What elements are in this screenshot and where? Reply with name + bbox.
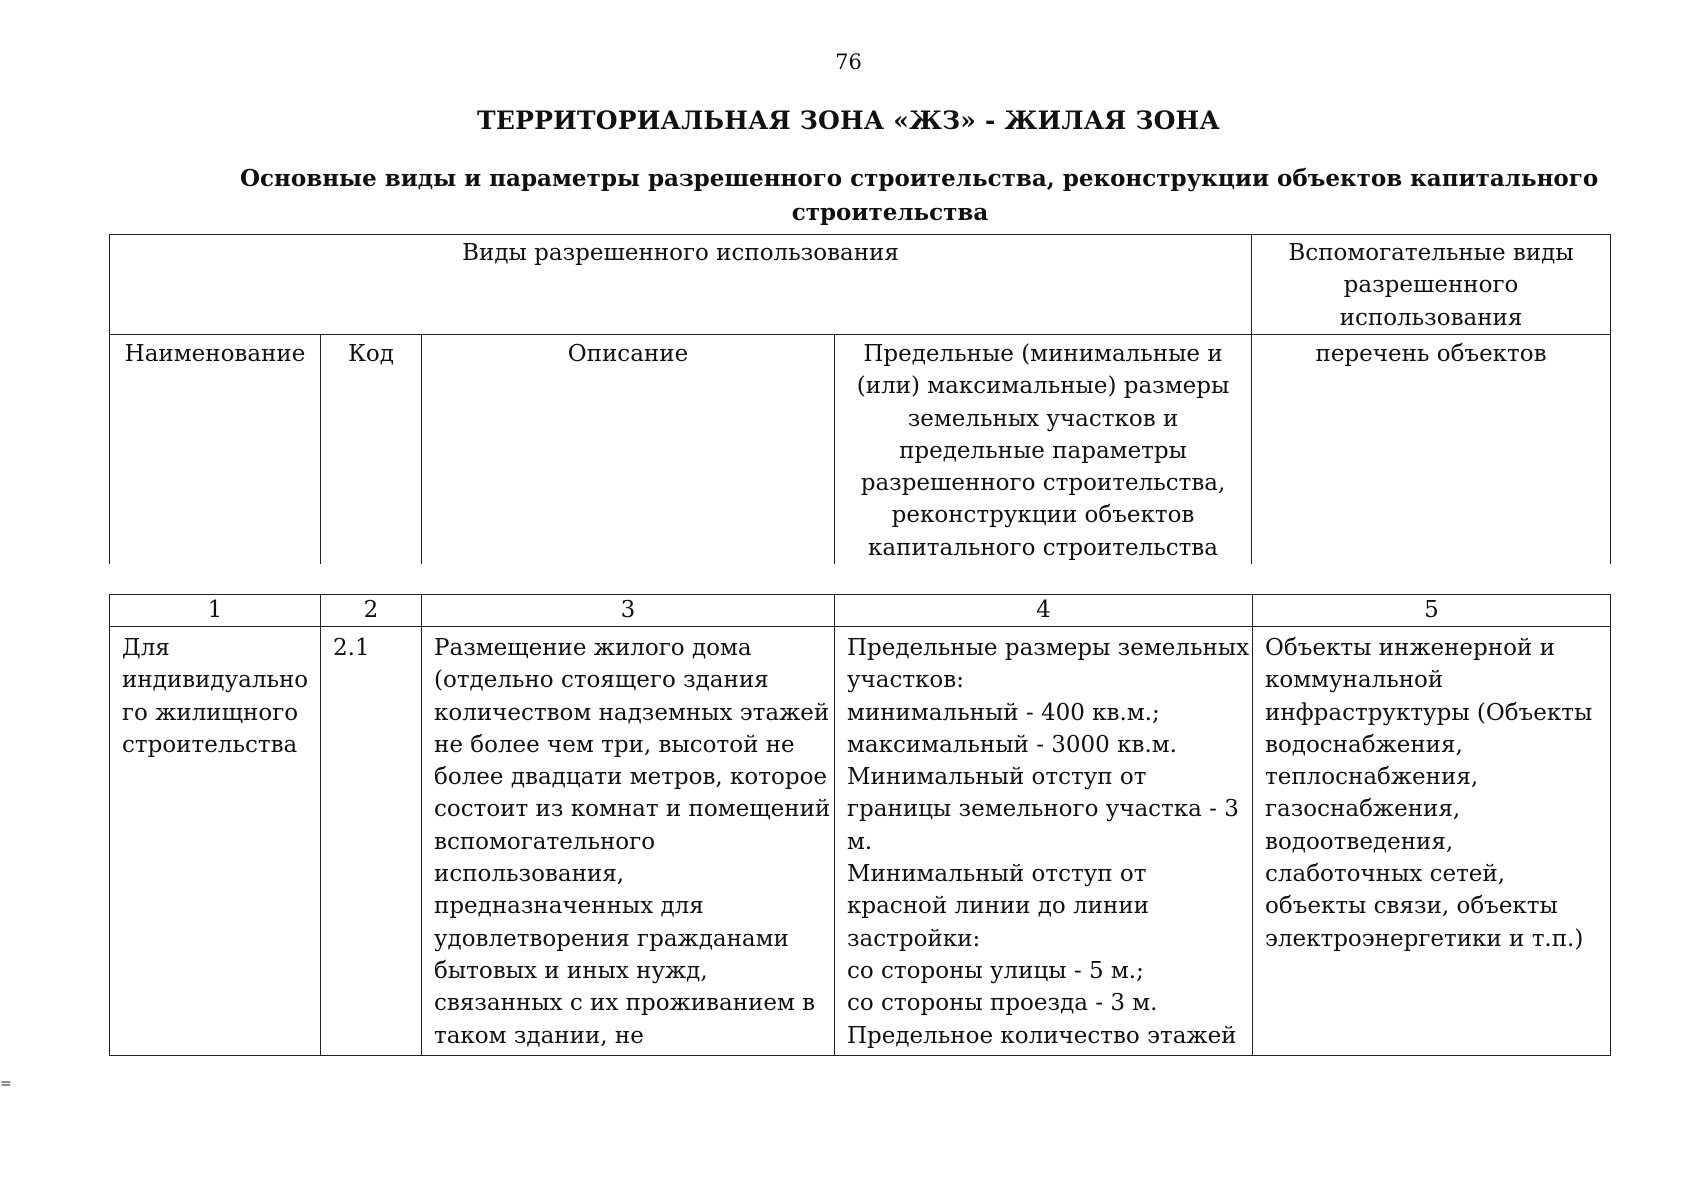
column-header-limits [835, 335, 1252, 565]
cell-line: удовлетворения гражданами [434, 925, 789, 952]
auxiliary-uses-line: разрешенного [1343, 272, 1519, 299]
limits-header-line: земельных участков и [907, 405, 1179, 432]
zone-title: ТЕРРИТОРИАЛЬНАЯ ЗОНА «ЖЗ» - ЖИЛАЯ ЗОНА [477, 106, 1220, 135]
cell-line: строительства [122, 731, 298, 758]
limits-header-line: предельные параметры [899, 437, 1187, 464]
cell-line: связанных с их проживанием в [434, 990, 816, 1017]
auxiliary-uses-header [1252, 235, 1611, 335]
cell-line: бытовых и иных нужд, [434, 957, 708, 984]
cell-line: со стороны проезда - 3 м. [847, 990, 1158, 1017]
cell-line: Минимальный отступ от [847, 764, 1147, 791]
cell-line: минимальный - 400 кв.м.; [847, 699, 1160, 726]
cell-line: застройки: [847, 925, 981, 952]
cell-line: использования, [434, 861, 625, 888]
table-row [110, 627, 1611, 1056]
limits-header-line: (или) максимальные) размеры [856, 373, 1230, 400]
column-number-row [110, 595, 1611, 627]
limits-header-line: капитального строительства [868, 534, 1218, 561]
limits-header-line: разрешенного строительства, [860, 470, 1226, 497]
cell-line: электроэнергетики и т.п.) [1265, 925, 1584, 952]
cell-line: состоит из комнат и помещений [434, 796, 831, 823]
cell-line: участков: [847, 667, 964, 694]
cell-line: со стороны улицы - 5 м.; [847, 957, 1144, 984]
section-title-line-1: Основные виды и параметры разрешенного строительства, реконструкции объектов капитального [240, 165, 1599, 192]
column-number: 3 [422, 595, 835, 627]
column-number: 1 [110, 595, 321, 627]
column-number: 5 [1253, 595, 1611, 627]
column-header-name: Наименование [110, 335, 321, 565]
column-header-description: Описание [422, 335, 835, 565]
auxiliary-uses-line: Вспомогательные виды [1288, 240, 1574, 266]
auxiliary-uses-line: использования [1339, 304, 1523, 331]
permitted-uses-header: Виды разрешенного использования [110, 235, 1252, 335]
cell-line: м. [847, 828, 873, 855]
section-title-line-2: строительства [791, 199, 989, 226]
cell-line: водоотведения, [1265, 828, 1454, 855]
cell-line: количеством надземных этажей [434, 699, 830, 726]
cell-code: 2.1 [321, 627, 422, 1056]
cell-line: границы земельного участка - 3 [847, 796, 1239, 823]
cell-line: объекты связи, объекты [1265, 893, 1558, 920]
column-number: 2 [321, 595, 422, 627]
page-number: 76 [835, 50, 862, 74]
limits-header-line: реконструкции объектов [891, 502, 1195, 529]
cell-limits [835, 627, 1253, 1056]
uses-table [109, 594, 1611, 1056]
limits-header-line: Предельные (минимальные и [863, 341, 1223, 367]
cell-description [422, 627, 835, 1056]
cell-line: Объекты инженерной и [1265, 635, 1555, 661]
column-header-code: Код [321, 335, 422, 565]
cell-line: Предельное количество этажей [847, 1022, 1237, 1049]
cell-line: индивидуально [122, 667, 309, 694]
cell-line: максимальный - 3000 кв.м. [847, 731, 1177, 758]
cell-name [110, 627, 321, 1056]
cell-line: Предельные размеры земельных [847, 635, 1250, 661]
cell-line: (отдельно стоящего здания [434, 667, 769, 694]
cell-line: красной линии до линии [847, 893, 1149, 920]
cell-line: теплоснабжения, [1265, 764, 1479, 791]
edge-mark: = [0, 1076, 12, 1092]
cell-line: Для [122, 635, 170, 661]
cell-line: Минимальный отступ от [847, 861, 1147, 888]
cell-line: го жилищного [122, 699, 299, 726]
cell-line: Размещение жилого дома [434, 635, 752, 661]
cell-line: инфраструктуры (Объекты [1265, 699, 1593, 726]
cell-line: более двадцати метров, которое [434, 764, 828, 791]
cell-line: водоснабжения, [1265, 731, 1463, 758]
cell-line: вспомогательного [434, 828, 656, 855]
cell-line: газоснабжения, [1265, 796, 1461, 823]
cell-line: предназначенных для [434, 893, 704, 920]
cell-line: коммунальной [1265, 667, 1444, 694]
section-title [240, 162, 1599, 230]
cell-line: слаботочных сетей, [1265, 861, 1506, 888]
header-table [109, 234, 1611, 564]
column-header-objects: перечень объектов [1252, 335, 1611, 565]
cell-objects [1253, 627, 1611, 1056]
column-number: 4 [835, 595, 1253, 627]
cell-line: таком здании, не [434, 1022, 644, 1049]
cell-line: не более чем три, высотой не [434, 731, 795, 758]
